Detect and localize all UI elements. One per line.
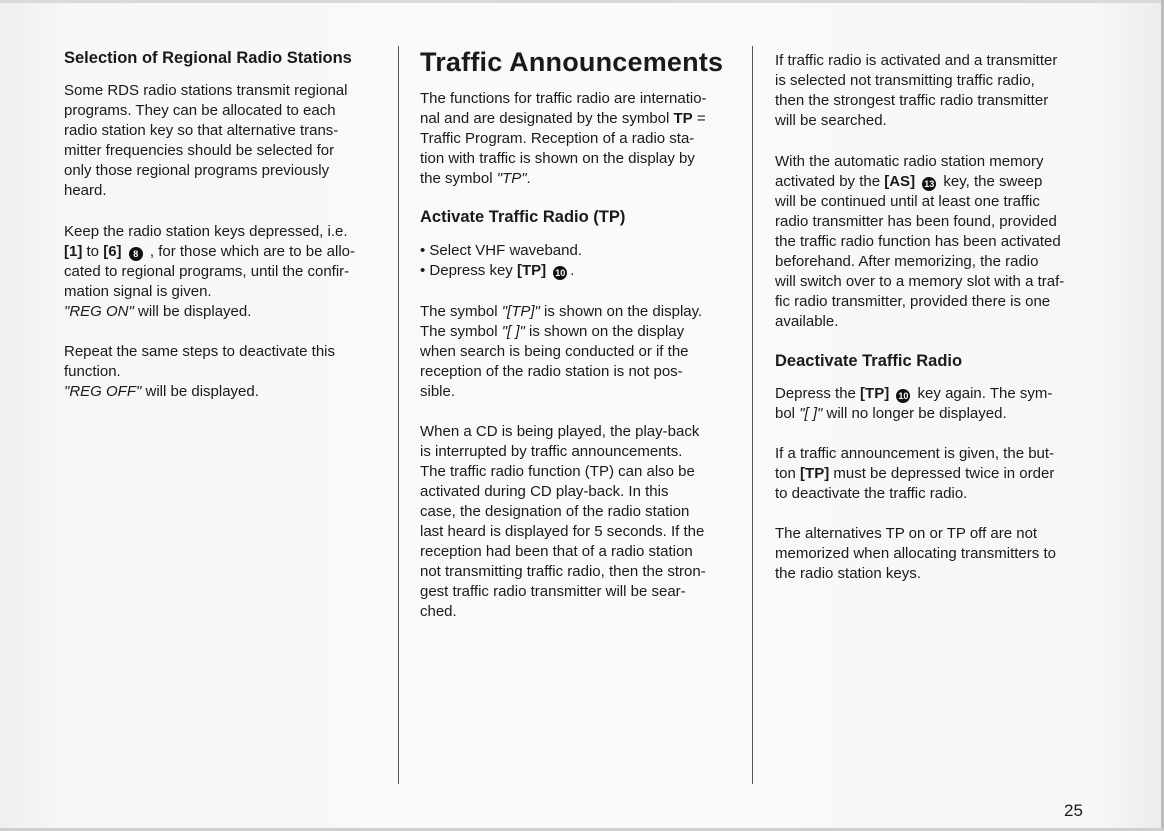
deactivate-paragraph [775,384,1052,424]
text-line: is interrupted by traffic announcements. [420,443,683,460]
text-line: mitter frequencies should be selected for [64,142,335,159]
text-line: last heard is displayed for 5 seconds. If the [420,523,705,540]
deactivate-traffic-radio-heading: Deactivate Traffic Radio [775,352,963,370]
text-line: is selected not transmitting traffic radio, [775,72,1035,89]
text-line: With the automatic radio station memory [775,153,1044,170]
regional-keys-paragraph [64,222,355,322]
text-fragment: is shown on the display. [539,303,703,320]
key-label-tp: [TP] [516,262,547,279]
text-fragment: is shown on the display [524,323,685,340]
text-line: only those regional programs previously [64,162,330,179]
text-fragment: = [692,110,706,127]
text-fragment: Depress the [775,385,861,402]
text-line [420,169,707,189]
text-line: If traffic radio is activated and a transmitter [775,52,1058,69]
text-line [420,322,702,342]
text-line: ched. [420,603,457,620]
text-line: When a CD is being played, the play-back [420,423,700,440]
key-label-1: [1] [64,243,83,260]
page-top-edge [0,0,1164,3]
text-line: not transmitting traffic radio, then the stron- [420,563,706,580]
text-fragment: bol [775,405,800,422]
text-line [775,384,1052,404]
text-line: The functions for traffic radio are internatio- [420,90,707,107]
text-line: the traffic radio function has been activated [775,233,1061,250]
text-line: activated during CD play-back. In this [420,483,669,500]
cd-playback-paragraph [420,422,706,622]
text-line: The alternatives TP on or TP off are not [775,525,1038,542]
display-symbol: "[TP]" [501,303,540,320]
text-line: radio station key so that alternative trans- [64,122,339,139]
text-line [64,242,355,262]
callout-number-icon: 13 [924,179,935,189]
text-line: heard. [64,182,107,199]
display-symbol: "REG ON" [64,303,134,320]
traffic-intro-paragraph [420,89,707,189]
text-line [420,109,707,129]
key-label-6: [6] [103,243,122,260]
text-line: Some RDS radio stations transmit regional [64,82,348,99]
key-label-as: [AS] [884,173,916,190]
text-line: function. [64,363,121,380]
text-line: Repeat the same steps to deactivate this [64,343,335,360]
tp-symbol-paragraph [420,302,702,402]
text-line: If a traffic announcement is given, the but- [775,445,1055,462]
text-line: tion with traffic is shown on the display by [420,150,695,167]
regional-stations-heading: Selection of Regional Radio Stations [64,49,352,67]
display-symbol: "[ ]" [501,323,525,340]
text-line: radio transmitter has been found, provided [775,213,1057,230]
text-line: sible. [420,383,456,400]
column-divider-right [752,46,753,784]
text-line [775,464,1054,484]
key-label-tp: [TP] [800,465,830,482]
text-line: reception of the radio station is not pos- [420,363,683,380]
text-line: memorized when allocating transmitters to [775,545,1056,562]
text-line [420,302,702,322]
text-line: programs. They can be allocated to each [64,102,336,119]
text-line: will be searched. [775,112,887,129]
text-fragment: activated by the [775,173,885,190]
text-fragment: must be depressed twice in order [829,465,1055,482]
text-line [775,404,1052,424]
text-fragment: . [526,170,531,187]
auto-memory-paragraph [775,152,1064,332]
activate-traffic-radio-heading: Activate Traffic Radio (TP) [420,208,626,226]
announcement-deactivate-paragraph [775,444,1054,504]
text-line: will switch over to a memory slot with a traf- [775,273,1065,290]
alternatives-paragraph [775,524,1056,584]
text-line: mation signal is given. [64,283,212,300]
text-line: to deactivate the traffic radio. [775,485,968,502]
text-fragment: key again. The sym- [913,385,1053,402]
text-fragment: will be displayed. [133,303,252,320]
text-line: the radio station keys. [775,565,921,582]
text-line: Keep the radio station keys depressed, i.e. [64,223,348,240]
text-fragment: the symbol [420,170,497,187]
display-symbol: "[ ]" [799,405,823,422]
text-line: then the strongest traffic radio transmitter [775,92,1049,109]
key-label-tp: [TP] [860,385,890,402]
text-line: beforehand. After memorizing, the radio [775,253,1039,270]
regional-deactivate-paragraph [64,342,335,402]
text-fragment: The symbol [420,303,502,320]
text-line: Traffic Program. Reception of a radio sta- [420,130,695,147]
text-line [775,172,1064,192]
text-line: cated to regional programs, until the confir- [64,263,350,280]
strongest-transmitter-paragraph [775,51,1057,131]
text-fragment: will no longer be displayed. [822,405,1007,422]
symbol-tp: TP [673,110,693,127]
bullet-select-waveband: • Select VHF waveband. [420,242,582,259]
page-number: 25 [1064,801,1083,820]
text-line: case, the designation of the radio station [420,503,690,520]
column-divider-left [398,46,399,784]
text-fragment: to [82,243,104,260]
text-fragment: , for those which are to be allo- [145,243,355,260]
text-line: when search is being conducted or if the [420,343,689,360]
text-line [64,382,335,402]
traffic-announcements-title: Traffic Announcements [420,47,724,77]
callout-number-icon: 10 [898,391,909,401]
callout-number-icon: 8 [129,247,143,261]
callout-number-icon: 10 [555,268,566,278]
text-line: reception had been that of a radio station [420,543,693,560]
display-symbol: "REG OFF" [64,383,142,400]
regional-intro-paragraph [64,81,347,201]
text-fragment: will be displayed. [141,383,259,400]
display-symbol: "TP" [496,170,527,187]
text-fragment: . [570,262,575,279]
bullet-depress-tp [420,261,574,281]
text-line [64,302,355,322]
text-fragment: • Depress key [420,262,517,279]
text-line: The traffic radio function (TP) can also be [420,463,695,480]
text-fragment: key, the sweep [939,173,1043,190]
text-fragment: ton [775,465,801,482]
text-fragment: nal and are designated by the symbol [420,110,674,127]
text-line: gest traffic radio transmitter will be sear- [420,583,686,600]
text-line: fic radio transmitter, provided there is one [775,293,1051,310]
text-line: available. [775,313,839,330]
text-line: will be continued until at least one traffic [775,193,1040,210]
text-fragment: The symbol [420,323,502,340]
